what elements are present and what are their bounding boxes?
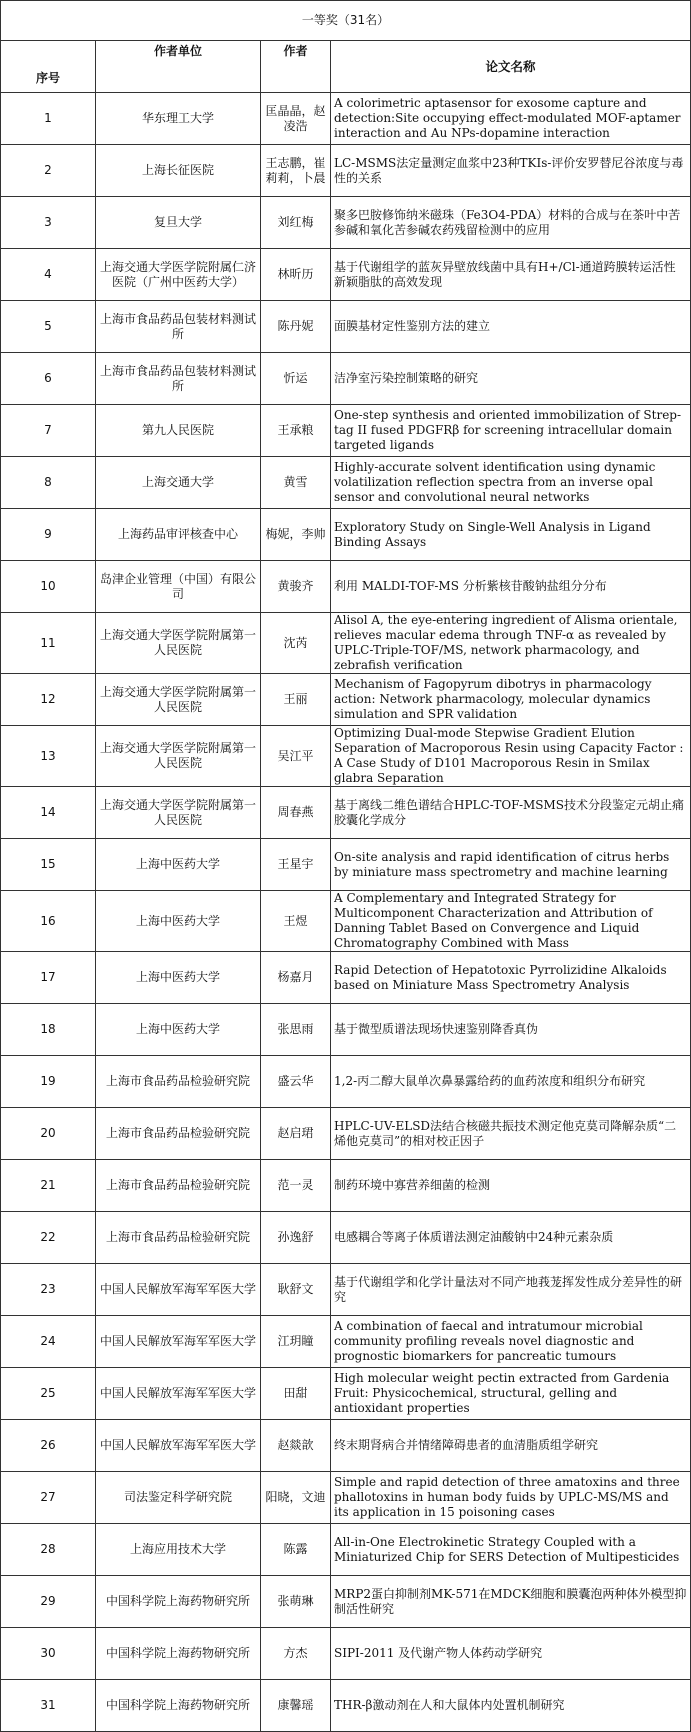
- cell-author: 陈露: [261, 1524, 331, 1576]
- cell-unit: 中国人民解放军海军军医大学: [96, 1368, 261, 1420]
- table-row: [1, 1628, 691, 1680]
- cell-title: On-site analysis and rapid identification of citrus herbs by miniature mass spectrometry and machine learning: [331, 839, 691, 891]
- cell-unit: 中国人民解放军海军军医大学: [96, 1264, 261, 1316]
- cell-no: 19: [1, 1056, 96, 1108]
- cell-unit: 上海市食品药品检验研究院: [96, 1160, 261, 1212]
- cell-no: 24: [1, 1316, 96, 1368]
- table-row: [1, 1160, 691, 1212]
- cell-title: 1,2-丙二醇大鼠单次鼻暴露给药的血药浓度和组织分布研究: [331, 1056, 691, 1108]
- cell-title: Optimizing Dual-mode Stepwise Gradient Elution Separation of Macroporous Resin using Capacity Factor : A Case Study of D101 Macroporous Resin in Smilax glabra Separation: [331, 726, 691, 787]
- table-row: [1, 1056, 691, 1108]
- cell-no: 9: [1, 509, 96, 561]
- cell-unit: 上海中医药大学: [96, 952, 261, 1004]
- cell-author: 忻运: [261, 353, 331, 405]
- cell-title: 终末期肾病合并情绪障碍患者的血清脂质组学研究: [331, 1420, 691, 1472]
- cell-no: 22: [1, 1212, 96, 1264]
- cell-title: HPLC-UV-ELSD法结合核磁共振技术测定他克莫司降解杂质“二烯他克莫司”的相对校正因子: [331, 1108, 691, 1160]
- cell-title: 基于微型质谱法现场快速鉴别降香真伪: [331, 1004, 691, 1056]
- table-row: [1, 891, 691, 952]
- cell-title: Exploratory Study on Single-Well Analysis in Ligand Binding Assays: [331, 509, 691, 561]
- cell-no: 29: [1, 1576, 96, 1628]
- table-row: [1, 1264, 691, 1316]
- cell-author: 康馨瑶: [261, 1680, 331, 1732]
- header-title: 论文名称: [331, 41, 691, 93]
- cell-author: 盛云华: [261, 1056, 331, 1108]
- cell-title: 基于代谢组学和化学计量法对不同产地莪茏挥发性成分差异性的研究: [331, 1264, 691, 1316]
- table-row: [1, 249, 691, 301]
- cell-author: 赵启珺: [261, 1108, 331, 1160]
- cell-unit: 上海交通大学医学院附属第一人民医院: [96, 613, 261, 674]
- cell-author: 匡晶晶，赵凌浩: [261, 93, 331, 145]
- table-row: [1, 1420, 691, 1472]
- header-author: 作者: [261, 41, 331, 93]
- table-row: [1, 561, 691, 613]
- cell-author: 耿舒文: [261, 1264, 331, 1316]
- cell-no: 8: [1, 457, 96, 509]
- cell-no: 3: [1, 197, 96, 249]
- cell-title: Simple and rapid detection of three amatoxins and three phallotoxins in human body fuids by UPLC-MS/MS and its application in 15 poisoning cases: [331, 1472, 691, 1524]
- cell-title: One-step synthesis and oriented immobilization of Strep-tag II fused PDGFRβ for screening intracellular domain targeted ligands: [331, 405, 691, 457]
- table-row: [1, 1576, 691, 1628]
- cell-unit: 中国科学院上海药物研究所: [96, 1628, 261, 1680]
- cell-title: 基于离线二维色谱结合HPLC-TOF-MSMS技术分段鉴定元胡止痛胶囊化学成分: [331, 787, 691, 839]
- cell-title: Highly-accurate solvent identification using dynamic volatilization reflection spectra from an inverse opal sensor and convolutional neural networks: [331, 457, 691, 509]
- cell-unit: 上海中医药大学: [96, 839, 261, 891]
- cell-unit: 岛津企业管理（中国）有限公司: [96, 561, 261, 613]
- cell-title: Mechanism of Fagopyrum dibotrys in pharmacology action: Network pharmacology, molecular dynamics simulation and SPR validation: [331, 674, 691, 726]
- table-row: [1, 93, 691, 145]
- cell-no: 6: [1, 353, 96, 405]
- cell-author: 陈丹妮: [261, 301, 331, 353]
- cell-no: 16: [1, 891, 96, 952]
- cell-unit: 上海中医药大学: [96, 891, 261, 952]
- cell-title: 聚多巴胺修饰纳米磁珠（Fe3O4-PDA）材料的合成与在茶叶中苦参碱和氧化苦参碱农药残留检测中的应用: [331, 197, 691, 249]
- cell-author: 黄雪: [261, 457, 331, 509]
- cell-unit: 上海市食品药品检验研究院: [96, 1056, 261, 1108]
- cell-title: High molecular weight pectin extracted from Gardenia Fruit: Physicochemical, structural, gelling and antioxidant properties: [331, 1368, 691, 1420]
- cell-unit: 司法鉴定科学研究院: [96, 1472, 261, 1524]
- cell-author: 王丽: [261, 674, 331, 726]
- table-row: [1, 145, 691, 197]
- cell-title: MRP2蛋白抑制剂MK-571在MDCK细胞和膜囊泡两种体外模型抑制活性研究: [331, 1576, 691, 1628]
- table-title: 一等奖（31名）: [1, 1, 691, 41]
- cell-author: 王星宇: [261, 839, 331, 891]
- table-row: [1, 1472, 691, 1524]
- cell-no: 2: [1, 145, 96, 197]
- cell-title: SIPI-2011 及代谢产物人体药动学研究: [331, 1628, 691, 1680]
- cell-title: LC-MSMS法定量测定血浆中23种TKIs-评价安罗替尼谷浓度与毒性的关系: [331, 145, 691, 197]
- cell-author: 方杰: [261, 1628, 331, 1680]
- cell-no: 25: [1, 1368, 96, 1420]
- cell-unit: 上海长征医院: [96, 145, 261, 197]
- cell-no: 1: [1, 93, 96, 145]
- cell-author: 林昕历: [261, 249, 331, 301]
- cell-author: 吴江平: [261, 726, 331, 787]
- cell-no: 30: [1, 1628, 96, 1680]
- header-no: 序号: [1, 41, 96, 93]
- table-row: [1, 726, 691, 787]
- cell-no: 27: [1, 1472, 96, 1524]
- cell-unit: 中国科学院上海药物研究所: [96, 1680, 261, 1732]
- cell-no: 4: [1, 249, 96, 301]
- cell-author: 范一灵: [261, 1160, 331, 1212]
- table-row: [1, 1524, 691, 1576]
- table-row: [1, 674, 691, 726]
- cell-unit: 第九人民医院: [96, 405, 261, 457]
- cell-unit: 上海交通大学医学院附属第一人民医院: [96, 674, 261, 726]
- cell-author: 张萌琳: [261, 1576, 331, 1628]
- header-unit: 作者单位: [96, 41, 261, 93]
- table-row: [1, 787, 691, 839]
- cell-title: 利用 MALDI-TOF-MS 分析紫核苷酸钠盐组分分布: [331, 561, 691, 613]
- cell-unit: 上海交通大学医学院附属仁济医院（广州中医药大学）: [96, 249, 261, 301]
- cell-title: 洁净室污染控制策略的研究: [331, 353, 691, 405]
- cell-unit: 上海市食品药品包装材料测试所: [96, 301, 261, 353]
- cell-author: 周春燕: [261, 787, 331, 839]
- cell-unit: 华东理工大学: [96, 93, 261, 145]
- cell-author: 黄骏齐: [261, 561, 331, 613]
- cell-title: All-in-One Electrokinetic Strategy Coupled with a Miniaturized Chip for SERS Detection of Multipesticides: [331, 1524, 691, 1576]
- cell-unit: 上海交通大学医学院附属第一人民医院: [96, 726, 261, 787]
- cell-no: 31: [1, 1680, 96, 1732]
- table-row: [1, 1108, 691, 1160]
- cell-no: 26: [1, 1420, 96, 1472]
- cell-no: 18: [1, 1004, 96, 1056]
- cell-unit: 中国人民解放军海军军医大学: [96, 1420, 261, 1472]
- table-row: [1, 1212, 691, 1264]
- table-row: [1, 952, 691, 1004]
- table-row: [1, 1368, 691, 1420]
- table-row: [1, 405, 691, 457]
- cell-unit: 上海交通大学: [96, 457, 261, 509]
- cell-author: 杨嘉月: [261, 952, 331, 1004]
- cell-unit: 上海市食品药品检验研究院: [96, 1212, 261, 1264]
- cell-no: 28: [1, 1524, 96, 1576]
- cell-author: 张思雨: [261, 1004, 331, 1056]
- table-row: [1, 197, 691, 249]
- cell-no: 14: [1, 787, 96, 839]
- cell-author: 赵燚歆: [261, 1420, 331, 1472]
- cell-no: 11: [1, 613, 96, 674]
- cell-title: Rapid Detection of Hepatotoxic Pyrrolizidine Alkaloids based on Miniature Mass Spectrometry Analysis: [331, 952, 691, 1004]
- cell-no: 15: [1, 839, 96, 891]
- table-row: [1, 1004, 691, 1056]
- table-row: [1, 301, 691, 353]
- cell-title: A Complementary and Integrated Strategy for Multicomponent Characterization and Attribution of Danning Tablet Based on Convergence and Liquid Chromatography Combined with Mass: [331, 891, 691, 952]
- table-row: [1, 457, 691, 509]
- cell-title: THR-β激动剂在人和大鼠体内处置机制研究: [331, 1680, 691, 1732]
- table-row: [1, 1316, 691, 1368]
- cell-author: 王煜: [261, 891, 331, 952]
- cell-unit: 上海应用技术大学: [96, 1524, 261, 1576]
- cell-author: 阳晓，文迪: [261, 1472, 331, 1524]
- cell-author: 江玥瞳: [261, 1316, 331, 1368]
- cell-unit: 中国人民解放军海军军医大学: [96, 1316, 261, 1368]
- table-row: [1, 613, 691, 674]
- cell-author: 刘红梅: [261, 197, 331, 249]
- cell-no: 5: [1, 301, 96, 353]
- cell-no: 20: [1, 1108, 96, 1160]
- cell-title: 电感耦合等离子体质谱法测定油酸钠中24种元素杂质: [331, 1212, 691, 1264]
- cell-no: 12: [1, 674, 96, 726]
- cell-author: 梅妮，李帅: [261, 509, 331, 561]
- cell-title: A colorimetric aptasensor for exosome capture and detection:Site occupying effect-modulated MOF-aptamer interaction and Au NPs-dopamine interaction: [331, 93, 691, 145]
- cell-title: A combination of faecal and intratumour microbial community profiling reveals novel diagnostic and prognostic biomarkers for pancreatic tumours: [331, 1316, 691, 1368]
- cell-unit: 上海交通大学医学院附属第一人民医院: [96, 787, 261, 839]
- cell-author: 孙逸舒: [261, 1212, 331, 1264]
- cell-author: 沈芮: [261, 613, 331, 674]
- table-row: [1, 353, 691, 405]
- cell-no: 23: [1, 1264, 96, 1316]
- cell-unit: 中国科学院上海药物研究所: [96, 1576, 261, 1628]
- cell-unit: 上海药品审评核查中心: [96, 509, 261, 561]
- cell-no: 21: [1, 1160, 96, 1212]
- cell-unit: 上海中医药大学: [96, 1004, 261, 1056]
- cell-no: 7: [1, 405, 96, 457]
- table-row: [1, 509, 691, 561]
- cell-no: 17: [1, 952, 96, 1004]
- cell-no: 10: [1, 561, 96, 613]
- cell-title: Alisol A, the eye-entering ingredient of Alisma orientale, relieves macular edema through TNF-α as revealed by UPLC-Triple-TOF/MS, network pharmacology, and zebrafish verification: [331, 613, 691, 674]
- cell-unit: 复旦大学: [96, 197, 261, 249]
- header-row: [1, 41, 691, 93]
- cell-no: 13: [1, 726, 96, 787]
- cell-author: 王志鹏，崔莉莉，卜晨: [261, 145, 331, 197]
- cell-title: 面膜基材定性鉴别方法的建立: [331, 301, 691, 353]
- cell-unit: 上海市食品药品包装材料测试所: [96, 353, 261, 405]
- cell-title: 制药环境中寡营养细菌的检测: [331, 1160, 691, 1212]
- table-row: [1, 1680, 691, 1732]
- cell-author: 王承粮: [261, 405, 331, 457]
- table-row: [1, 839, 691, 891]
- cell-unit: 上海市食品药品检验研究院: [96, 1108, 261, 1160]
- cell-title: 基于代谢组学的蓝灰异壁放线菌中具有H+/Cl-通道跨膜转运活性新颖脂肽的高效发现: [331, 249, 691, 301]
- cell-author: 田甜: [261, 1368, 331, 1420]
